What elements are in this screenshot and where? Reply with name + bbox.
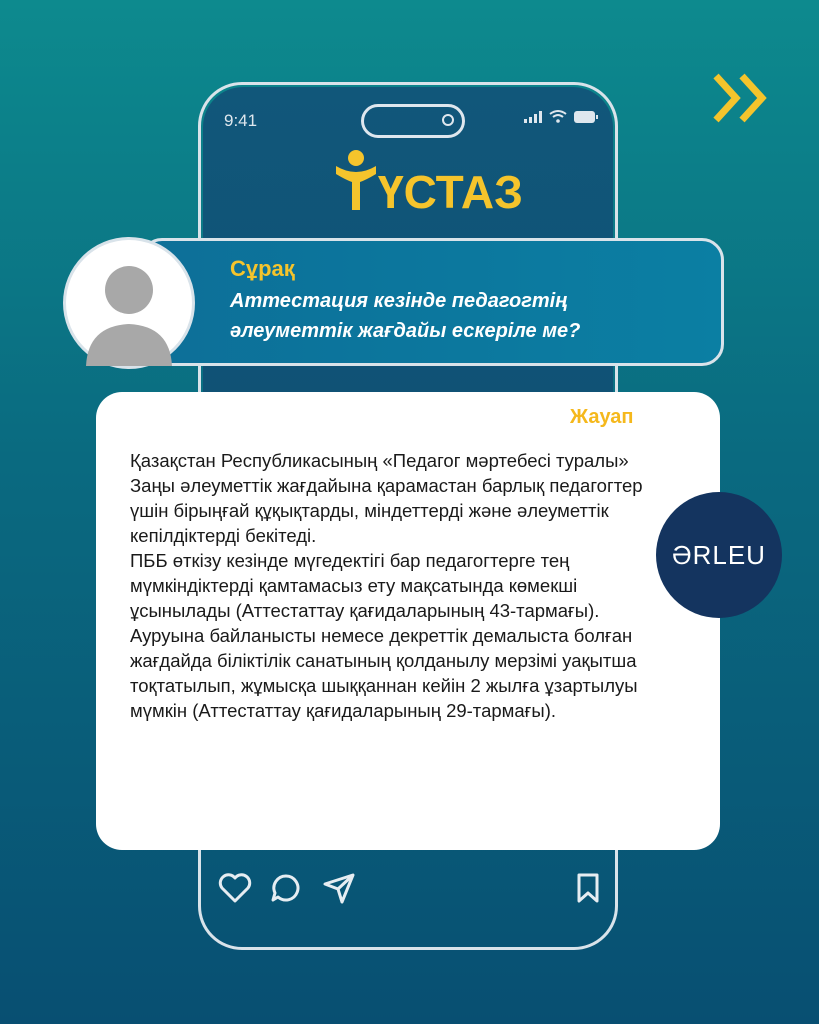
- signal-icon: [524, 111, 542, 123]
- chevrons-right-icon: [712, 70, 772, 126]
- battery-icon: [574, 111, 598, 123]
- avatar: [66, 240, 192, 366]
- answer-paragraph: Қазақстан Республикасының «Педагог мәртебесі туралы» Заңы әлеуметтік жағдайына қарамастан барлық педагогтер үшін бірыңғай құқықтарды, міндеттерді және әлеуметтік кепілдіктерді бекітеді.: [130, 450, 643, 546]
- status-time: 9:41: [224, 111, 258, 130]
- question-text: [230, 286, 700, 346]
- answer-label: Жауап: [570, 406, 634, 428]
- user-avatar-icon: [66, 240, 192, 366]
- answer-text: [130, 448, 678, 723]
- comment-icon[interactable]: [270, 872, 302, 904]
- question-line: Аттестация кезінде педагогтің: [230, 290, 568, 312]
- answer-paragraph: Ауруына байланысты немесе декреттік демалыста болған жағдайда біліктілік санатының қолданылу мерзімі уақытша тоқтатылып, жұмысқа шыққаннан кейін 2 жылға ұзартылуы мүмкін (Аттестаттау қағидаларының 29-тармағы).: [130, 625, 638, 721]
- phone-notch: [361, 104, 465, 138]
- wifi-icon: [549, 110, 567, 123]
- status-icons: [524, 110, 598, 123]
- question-line: әлеуметтік жағдайы ескеріле ме?: [230, 320, 581, 342]
- heart-icon[interactable]: [218, 872, 252, 904]
- orleu-logo: [656, 492, 782, 618]
- ustaz-logo: [332, 144, 523, 218]
- answer-paragraph: ПББ өткізу кезінде мүгедектігі бар педагогтерге тең мүмкіндіктерді қамтамасыз ету мақсатында көмекші ұсынылады (Аттестаттау қағидаларының 43-тармағы).: [130, 550, 600, 621]
- logo-text: ҮСТАЗ: [378, 166, 523, 218]
- orleu-logo-text: ƏRLEU: [672, 539, 766, 570]
- camera-icon: [442, 114, 454, 126]
- question-label: Сұрақ: [230, 256, 295, 281]
- post-actions: [0, 872, 819, 906]
- bookmark-icon[interactable]: [575, 872, 601, 904]
- share-icon[interactable]: [322, 872, 356, 904]
